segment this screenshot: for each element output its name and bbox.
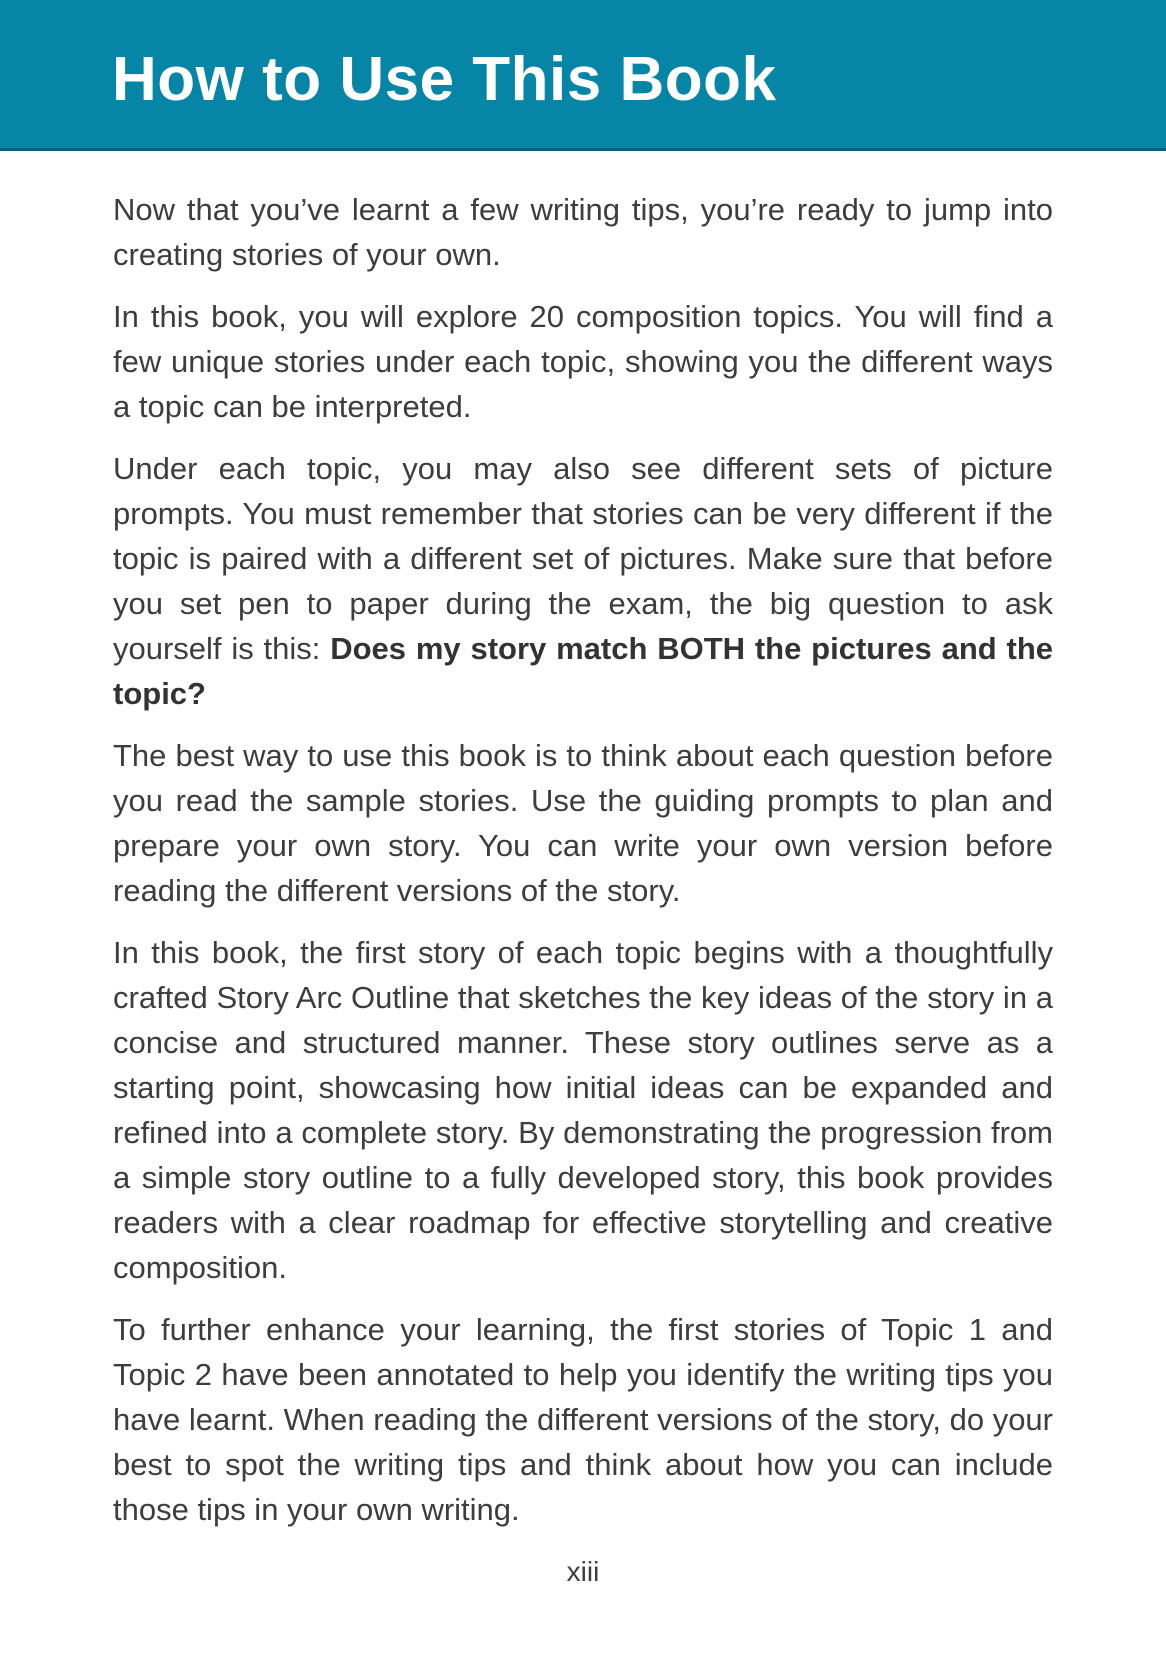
paragraph (113, 930, 1053, 1290)
paragraph (113, 294, 1053, 429)
page-title: How to Use This Book (112, 44, 777, 114)
page-content (0, 151, 1166, 1594)
paragraph (113, 446, 1053, 716)
paragraph-text: Under each topic, you may also see different sets of picture prompts. You must remember that stories can be very different if the topic is paired with a different set of pictures. Make sure that before you set pen to paper during the exam, the big question to ask yourself is this: (113, 451, 1053, 666)
paragraph-text: The best way to use this book is to think about each question before you read the sample stories. Use the guiding prompts to plan and prepare your own story. You can write your own version before reading the different versions of the story. (113, 738, 1053, 908)
paragraph-text: In this book, you will explore 20 composition topics. You will find a few unique stories under each topic, showing you the different ways a topic can be interpreted. (113, 299, 1053, 424)
paragraph (113, 1307, 1053, 1532)
page-number: xiii (566, 1556, 600, 1587)
paragraph-bold-text: Does my story match BOTH the pictures and the topic? (113, 631, 1053, 711)
page-footer (113, 1549, 1053, 1594)
paragraph-text: Now that you’ve learnt a few writing tips, you’re ready to jump into creating stories of your own. (113, 192, 1053, 272)
chapter-header-banner (0, 0, 1166, 151)
paragraph (113, 187, 1053, 277)
paragraph-text: To further enhance your learning, the first stories of Topic 1 and Topic 2 have been annotated to help you identify the writing tips you have learnt. When reading the different versions of the story, do your best to spot the writing tips and think about how you can include those tips in your own writing. (113, 1312, 1053, 1527)
paragraph-text: In this book, the first story of each topic begins with a thoughtfully crafted Story Arc Outline that sketches the key ideas of the story in a concise and structured manner. These story outlines serve as a starting point, showcasing how initial ideas can be expanded and refined into a complete story. By demonstrating the progression from a simple story outline to a fully developed story, this book provides readers with a clear roadmap for effective storytelling and creative composition. (113, 935, 1053, 1285)
paragraph (113, 733, 1053, 913)
